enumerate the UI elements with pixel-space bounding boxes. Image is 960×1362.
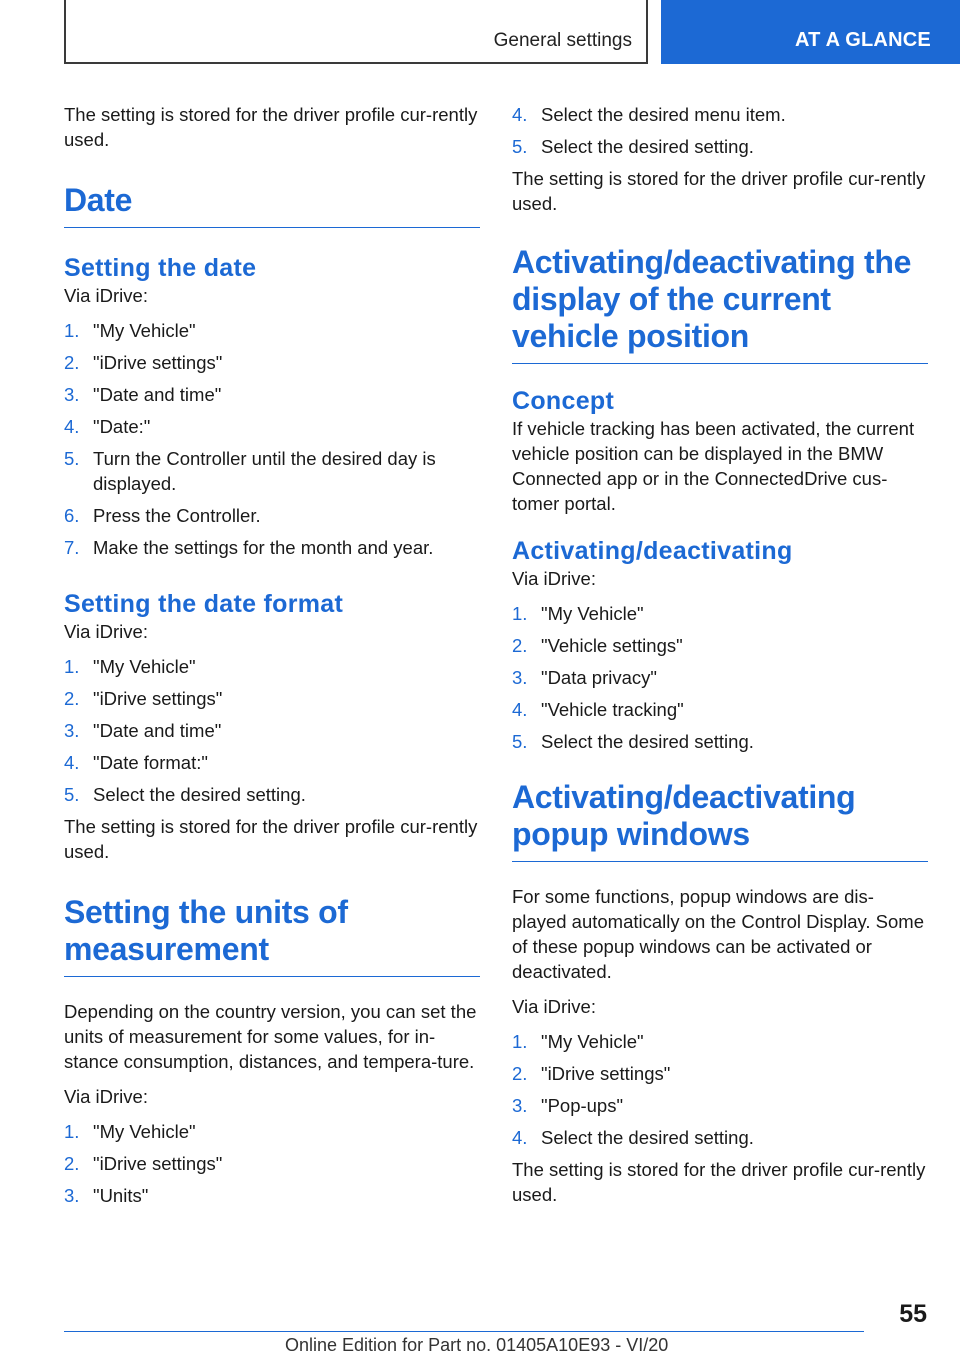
step-number: 5.: [64, 784, 80, 805]
step-number: 4.: [512, 104, 528, 125]
list-item: [64, 1183, 480, 1208]
popup-note: The setting is stored for the driver profile cur-rently used.: [512, 1159, 926, 1205]
step-text: Select the desired setting.: [541, 136, 754, 157]
list-item: [64, 718, 480, 743]
vehicle-tracking-steps: [512, 601, 928, 754]
step-number: 2.: [64, 352, 80, 373]
step-text: Select the desired setting.: [541, 731, 754, 752]
step-number: 2.: [512, 1063, 528, 1084]
list-item: [512, 1125, 928, 1150]
step-text: Make the settings for the month and year.: [93, 537, 434, 558]
step-text: Turn the Controller until the desired day is displayed.: [93, 448, 436, 494]
step-number: 4.: [64, 752, 80, 773]
step-text: "Date and time": [93, 384, 222, 405]
step-number: 5.: [64, 448, 80, 469]
step-text: "iDrive settings": [93, 1153, 223, 1174]
via-idrive: Via iDrive:: [512, 568, 596, 589]
step-text: "My Vehicle": [93, 1121, 196, 1142]
heading-date-format: Setting the date format: [64, 590, 344, 618]
list-item: [64, 1151, 480, 1176]
step-number: 3.: [64, 384, 80, 405]
via-idrive: Via iDrive:: [64, 621, 148, 642]
via-idrive: Via iDrive:: [512, 996, 596, 1017]
via-idrive: Via iDrive:: [64, 285, 148, 306]
heading-vehicle-position: Activating/deactivating the display of the current vehicle position: [512, 244, 928, 364]
heading-activating-deactivating: Activating/deactivating: [512, 537, 793, 565]
step-text: "Date:": [93, 416, 151, 437]
step-number: 1.: [512, 603, 528, 624]
footer-divider: [64, 1331, 864, 1332]
popup-steps: [512, 1029, 928, 1150]
step-text: Press the Controller.: [93, 505, 261, 526]
right-column: [512, 102, 928, 1217]
list-item: [512, 729, 928, 754]
header-section-box: [64, 0, 648, 64]
list-item: [64, 750, 480, 775]
step-text: "Pop-ups": [541, 1095, 624, 1116]
units-steps: [64, 1119, 480, 1208]
heading-date: Date: [64, 182, 480, 228]
step-number: 3.: [512, 1095, 528, 1116]
list-item: [512, 1029, 928, 1054]
list-item: [64, 782, 480, 807]
list-item: [64, 414, 480, 439]
edition-footer: Online Edition for Part no. 01405A10E93 - VI/20: [285, 1335, 669, 1355]
list-item: [64, 382, 480, 407]
list-item: [512, 697, 928, 722]
list-item: [512, 134, 928, 159]
step-text: "My Vehicle": [541, 603, 644, 624]
date-format-note: The setting is stored for the driver profile cur-rently used.: [64, 816, 478, 862]
step-text: "Date and time": [93, 720, 222, 741]
step-number: 2.: [64, 1153, 80, 1174]
step-number: 3.: [512, 667, 528, 688]
step-text: Select the desired setting.: [541, 1127, 754, 1148]
step-text: "Units": [93, 1185, 149, 1206]
heading-popup-windows: Activating/deactivating popup windows: [512, 779, 928, 862]
step-text: "Vehicle settings": [541, 635, 683, 656]
step-number: 7.: [64, 537, 80, 558]
step-number: 6.: [64, 505, 80, 526]
step-text: "Vehicle tracking": [541, 699, 684, 720]
units-body: Depending on the country version, you can set the units of measurement for some values, for in-stance consumption, distances, and tempera-ture.: [64, 1001, 477, 1072]
list-item: [512, 633, 928, 658]
list-item: [512, 102, 928, 127]
via-idrive: Via iDrive:: [64, 1086, 148, 1107]
list-item: [512, 1061, 928, 1086]
concept-body: If vehicle tracking has been activated, the current vehicle position can be displayed in the BMW Connected app or in the ConnectedDrive cus-tomer portal.: [512, 418, 915, 514]
step-number: 1.: [64, 656, 80, 677]
units-steps-continued: [512, 102, 928, 159]
list-item: [512, 1093, 928, 1118]
heading-units: Setting the units of measurement: [64, 894, 480, 977]
page-number: 55: [899, 1300, 927, 1328]
list-item: [64, 686, 480, 711]
step-text: "Date format:": [93, 752, 208, 773]
list-item: [512, 601, 928, 626]
chapter-tab: AT A GLANCE: [661, 0, 960, 64]
left-column: [64, 102, 480, 1215]
step-text: Select the desired setting.: [93, 784, 306, 805]
step-number: 5.: [512, 731, 528, 752]
step-number: 2.: [512, 635, 528, 656]
step-number: 5.: [512, 136, 528, 157]
list-item: [64, 535, 480, 560]
popup-body: For some functions, popup windows are dis-played automatically on the Control Display. Some of these popup windows can be activated or deactivated.: [512, 886, 925, 982]
step-text: "iDrive settings": [93, 688, 223, 709]
step-number: 1.: [64, 320, 80, 341]
date-format-steps: [64, 654, 480, 807]
heading-concept: Concept: [512, 387, 615, 415]
step-text: "My Vehicle": [93, 656, 196, 677]
list-item: [512, 665, 928, 690]
list-item: [64, 503, 480, 528]
list-item: [64, 1119, 480, 1144]
heading-setting-date: Setting the date: [64, 254, 257, 282]
list-item: [64, 446, 480, 496]
section-title: General settings: [493, 30, 632, 51]
step-text: "My Vehicle": [541, 1031, 644, 1052]
units-note: The setting is stored for the driver profile cur-rently used.: [512, 168, 926, 214]
step-number: 1.: [512, 1031, 528, 1052]
step-number: 2.: [64, 688, 80, 709]
step-text: Select the desired menu item.: [541, 104, 786, 125]
intro-note: The setting is stored for the driver profile cur-rently used.: [64, 104, 478, 150]
step-number: 4.: [64, 416, 80, 437]
step-number: 3.: [64, 1185, 80, 1206]
step-text: "Data privacy": [541, 667, 657, 688]
step-text: "iDrive settings": [541, 1063, 671, 1084]
step-text: "iDrive settings": [93, 352, 223, 373]
list-item: [64, 350, 480, 375]
step-number: 3.: [64, 720, 80, 741]
step-number: 4.: [512, 699, 528, 720]
setting-date-steps: [64, 318, 480, 560]
step-number: 1.: [64, 1121, 80, 1142]
step-number: 4.: [512, 1127, 528, 1148]
step-text: "My Vehicle": [93, 320, 196, 341]
list-item: [64, 654, 480, 679]
list-item: [64, 318, 480, 343]
